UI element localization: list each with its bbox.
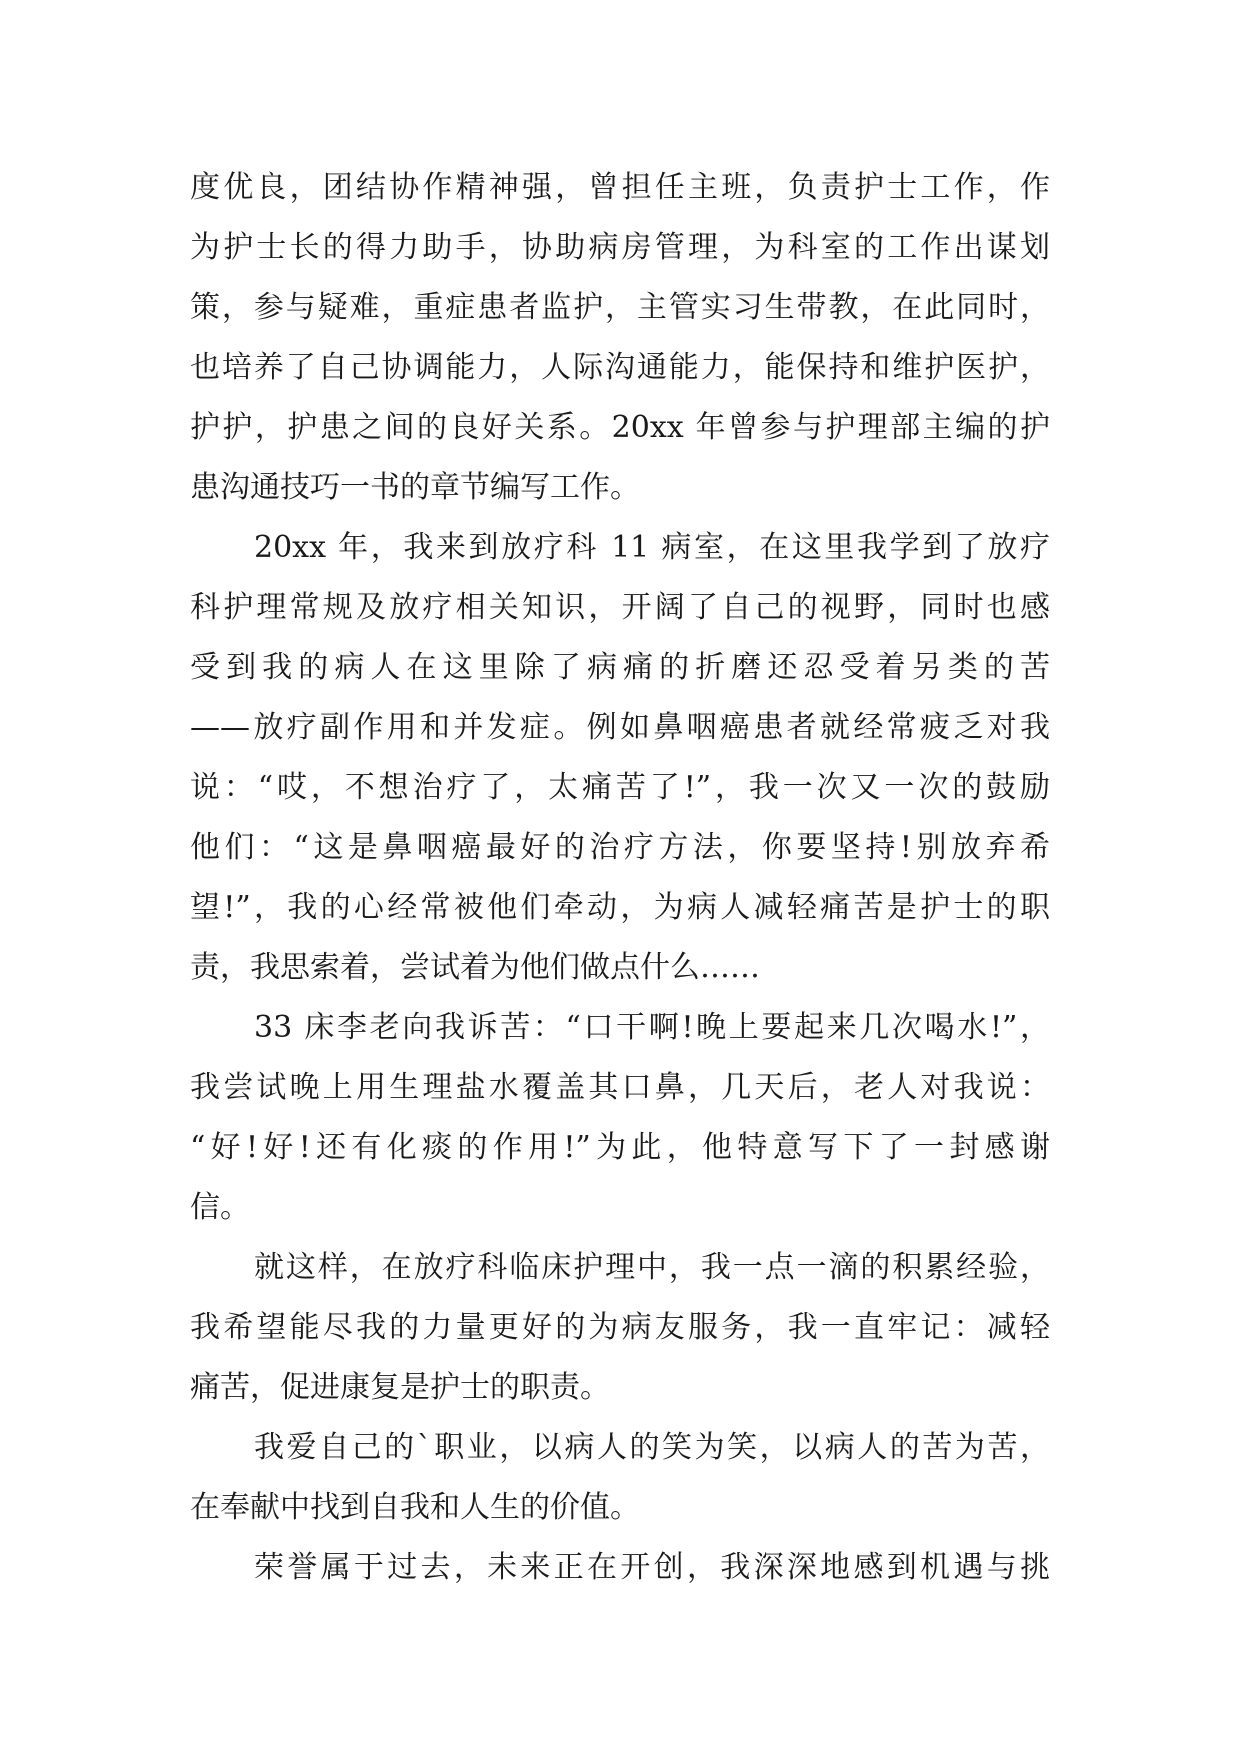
paragraph-4-line-3: 痛苦，促进康复是护士的职责。 [190, 1370, 610, 1405]
paragraph-6-line-1: 荣誉属于过去，未来正在开创，我深深地感到机遇与挑 [254, 1550, 1050, 1585]
paragraph-1-line-1: 度优良，团结协作精神强，曾担任主班，负责护士工作，作 [190, 170, 1050, 205]
paragraph-3-line-2: 我尝试晚上用生理盐水覆盖其口鼻，几天后，老人对我说： [190, 1070, 1050, 1105]
paragraph-5-line-1: 我爱自己的`职业，以病人的笑为笑，以病人的苦为苦， [254, 1430, 1050, 1465]
body-text [190, 158, 1050, 1598]
paragraph-3-line-1: 33 床李老向我诉苦：“口干啊!晚上要起来几次喝水!”， [254, 1010, 1050, 1045]
paragraph-4-line-2: 我希望能尽我的力量更好的为病友服务，我一直牢记：减轻 [190, 1310, 1050, 1345]
paragraph-3-line-4: 信。 [190, 1190, 250, 1225]
paragraph-4-line-1: 就这样，在放疗科临床护理中，我一点一滴的积累经验， [254, 1250, 1050, 1285]
paragraph-2-line-3: 受到我的病人在这里除了病痛的折磨还忍受着另类的苦 [190, 650, 1050, 685]
paragraph-2-line-6: 他们：“这是鼻咽癌最好的治疗方法，你要坚持!别放弃希 [190, 830, 1050, 865]
paragraph-2-line-8: 责，我思索着，尝试着为他们做点什么…… [190, 950, 760, 985]
paragraph-3-line-3: “好!好!还有化痰的作用!”为此，他特意写下了一封感谢 [190, 1130, 1050, 1165]
paragraph-2-line-7: 望!”，我的心经常被他们牵动，为病人减轻痛苦是护士的职 [190, 890, 1050, 925]
paragraph-5-line-2: 在奉献中找到自我和人生的价值。 [190, 1490, 640, 1525]
paragraph-2-line-4: ——放疗副作用和并发症。例如鼻咽癌患者就经常疲乏对我 [190, 710, 1050, 745]
paragraph-2-line-5: 说：“哎，不想治疗了，太痛苦了!”，我一次又一次的鼓励 [190, 770, 1050, 805]
paragraph-1-line-3: 策，参与疑难，重症患者监护，主管实习生带教，在此同时， [190, 290, 1050, 325]
paragraph-1-line-6: 患沟通技巧一书的章节编写工作。 [190, 470, 640, 505]
paragraph-1-line-2: 为护士长的得力助手，协助病房管理，为科室的工作出谋划 [190, 230, 1050, 265]
paragraph-1-line-5: 护护，护患之间的良好关系。20xx 年曾参与护理部主编的护 [190, 410, 1050, 445]
paragraph-2-line-2: 科护理常规及放疗相关知识，开阔了自己的视野，同时也感 [190, 590, 1050, 625]
paragraph-2-line-1: 20xx 年，我来到放疗科 11 病室，在这里我学到了放疗 [254, 530, 1050, 565]
paragraph-1-line-4: 也培养了自己协调能力，人际沟通能力，能保持和维护医护， [190, 350, 1050, 385]
